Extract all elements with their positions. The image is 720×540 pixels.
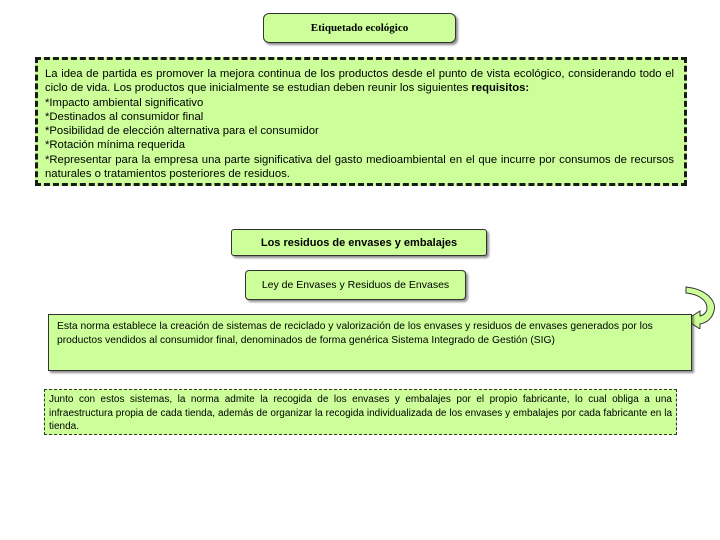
title-box (263, 13, 456, 43)
residuos-heading: Los residuos de envases y embalajes (260, 236, 458, 249)
requirement-item: *Destinados al consumidor final (45, 110, 204, 123)
intro-paragraph (45, 67, 674, 96)
intro-box (35, 57, 687, 186)
junto-box (44, 389, 677, 435)
ley-label: Ley de Envases y Residuos de Envases (261, 279, 450, 291)
norma-box (48, 314, 692, 371)
requirement-item-last: *Representar para la empresa una parte significativa del gasto medioambiental en el que incurre por consumos de recursos naturales o tratamientos posteriores de residuos. (45, 153, 674, 181)
requirement-item: *Impacto ambiental significativo (45, 96, 204, 109)
page-title: Etiquetado ecológico (310, 22, 409, 34)
intro-paragraph-bold: requisitos: (471, 82, 530, 95)
requirement-item: *Rotación mínima requerida (45, 139, 186, 152)
junto-text: Junto con estos sistemas, la norma admite la recogida de los envases y embalajes por el propio fabricante, lo cual obliga a una infraestructura propia de cada tienda, además de organizar la recogida individualizada de los envases y embalajes por cada fabricante en la tienda. (49, 394, 672, 432)
ley-box (245, 270, 466, 300)
residuos-heading-box (231, 229, 487, 256)
requirement-item: *Posibilidad de elección alternativa para el consumidor (45, 125, 319, 138)
norma-text: Esta norma establece la creación de sistemas de reciclado y valorización de los envases y residuos de envases generados por los productos vendidos al consumidor final, denominados de forma genérica Sistema Integrado de Gestión (SIG) (57, 321, 653, 346)
intro-paragraph-text: La idea de partida es promover la mejora continua de los productos desde el punto de vista ecológico, considerando todo el ciclo de vida. Los productos que inicialmente se estudian deben reunir los siguientes (45, 68, 674, 95)
